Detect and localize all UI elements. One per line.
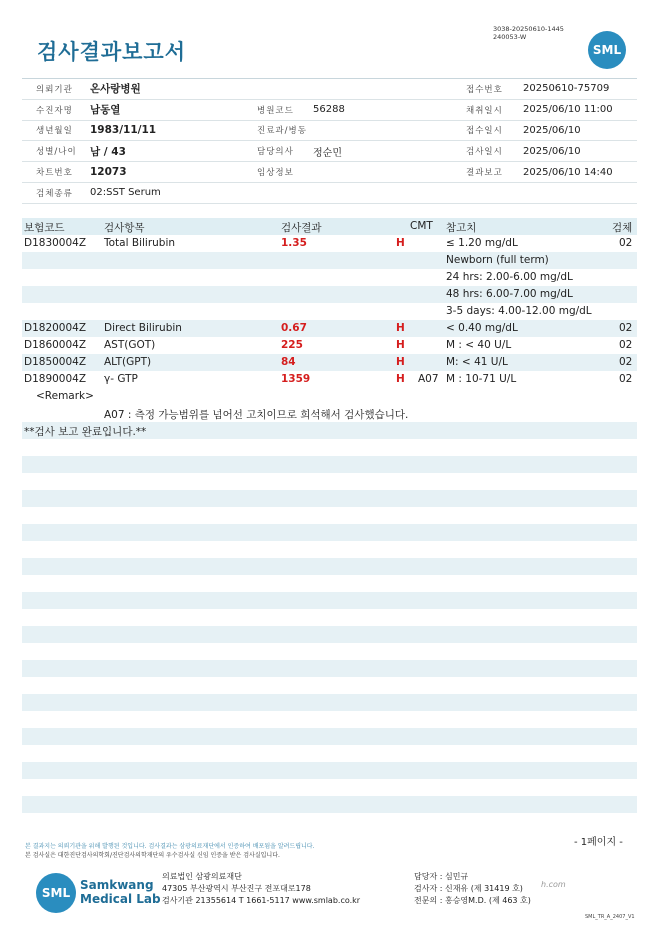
result-row	[22, 269, 637, 286]
result-ref: M : 10-71 U/L	[446, 373, 517, 385]
collect-value: 2025/06/10 11:00	[523, 104, 613, 116]
result-value: 84	[281, 356, 296, 368]
empty-row	[22, 456, 637, 473]
result-flag: H	[396, 237, 405, 249]
result-flag: H	[396, 356, 405, 368]
form-code: SML_TR_A_2407_V1	[585, 914, 635, 920]
org-line-2: 47305 부산광역시 부산진구 전포대로178	[162, 884, 311, 893]
hosp-code-label: 병원코드	[257, 105, 294, 116]
report-label: 결과보고	[466, 168, 503, 179]
info-row	[22, 79, 637, 100]
result-row	[22, 371, 637, 388]
staff-info	[414, 871, 531, 907]
empty-stripes	[22, 439, 637, 813]
brand-name	[80, 878, 161, 906]
staff-line-3: 전문의 : 홍승영M.D. (제 463 호)	[414, 896, 531, 905]
remark-text: A07 : 측정 가능범위를 넘어선 고치이므로 희석해서 검사했습니다.	[104, 409, 409, 421]
result-row	[22, 337, 637, 354]
document-id-line2: 240053-W	[493, 33, 527, 41]
result-value: 1.35	[281, 237, 307, 249]
result-code: D1890004Z	[24, 373, 87, 385]
receipt-no-value: 20250610-75709	[523, 83, 610, 95]
result-specimen: 02	[619, 339, 633, 351]
empty-row	[22, 473, 637, 490]
complete-row	[22, 422, 637, 439]
header-ref: 참고치	[446, 222, 477, 234]
result-specimen: 02	[619, 356, 633, 368]
empty-row	[22, 762, 637, 779]
org-line-3: 검사기관 21355614 T 1661-5117 www.smlab.co.kr	[162, 896, 361, 905]
result-row	[22, 303, 637, 320]
info-row	[22, 183, 637, 204]
empty-row	[22, 626, 637, 643]
patient-value: 남동열	[90, 104, 121, 117]
staff-line-1: 담당자 : 심민규	[414, 872, 469, 881]
result-ref: 3-5 days: 4.00-12.00 mg/dL	[446, 305, 592, 317]
result-item: AST(GOT)	[104, 339, 156, 351]
empty-row	[22, 507, 637, 524]
patient-label: 수진자명	[36, 105, 73, 116]
empty-row	[22, 592, 637, 609]
result-ref: M: < 41 U/L	[446, 356, 508, 368]
empty-row	[22, 575, 637, 592]
document-id-line1: 3038-20250610-1445	[493, 25, 564, 33]
clinical-label: 임상정보	[257, 168, 294, 179]
result-flag: H	[396, 322, 405, 334]
empty-row	[22, 490, 637, 507]
sex-label: 성별/나이	[36, 147, 77, 158]
sml-footer-logo-icon: SML	[36, 873, 76, 913]
brand-line-1: Samkwang	[80, 878, 154, 892]
report-value: 2025/06/10 14:40	[523, 166, 613, 178]
document-id	[493, 25, 564, 41]
chart-value: 12073	[90, 166, 127, 179]
result-row	[22, 235, 637, 252]
empty-row	[22, 643, 637, 660]
empty-row	[22, 524, 637, 541]
result-ref: 24 hrs: 2.00-6.00 mg/dL	[446, 271, 573, 283]
result-ref: ≤ 1.20 mg/dL	[446, 237, 518, 249]
specimen-label: 검체종류	[36, 188, 73, 199]
result-ref: Newborn (full term)	[446, 254, 549, 266]
sex-value: 남 / 43	[90, 145, 126, 158]
result-code: D1860004Z	[24, 339, 87, 351]
empty-row	[22, 660, 637, 677]
result-row	[22, 252, 637, 269]
patient-info-section	[22, 78, 637, 204]
result-item: Direct Bilirubin	[104, 322, 182, 334]
sml-logo-icon: SML	[588, 31, 626, 69]
brand-line-2: Medical Lab	[80, 892, 161, 906]
complete-text: **검사 보고 완료입니다.**	[24, 426, 147, 438]
receipt-no-label: 접수번호	[466, 84, 503, 95]
page-title: 검사결과보고서	[37, 40, 187, 64]
empty-row	[22, 609, 637, 626]
result-flag: H	[396, 339, 405, 351]
footer-note-2: 본 검사실은 대한진단검사의학회/진단검사의학재단의 우수검사실 신임 인증을 받은 검사실입니다.	[25, 852, 280, 859]
header-item: 검사항목	[104, 222, 145, 234]
info-row	[22, 121, 637, 142]
signature: h.com	[541, 880, 566, 889]
result-flag: H	[396, 373, 405, 385]
receipt-date-label: 접수일시	[466, 126, 503, 137]
result-item: γ- GTP	[104, 373, 138, 385]
doctor-label: 담당의사	[257, 147, 294, 158]
info-row	[22, 162, 637, 183]
result-value: 1359	[281, 373, 311, 385]
result-row	[22, 286, 637, 303]
results-header-row	[22, 218, 637, 235]
doctor-value: 정순민	[313, 147, 342, 159]
collect-label: 채취일시	[466, 105, 503, 116]
page-number: - 1페이지 -	[574, 837, 623, 848]
org-label: 의뢰기관	[36, 84, 73, 95]
result-row	[22, 320, 637, 337]
header-result: 검사결과	[281, 222, 322, 234]
result-code: D1820004Z	[24, 322, 87, 334]
result-ref: < 0.40 mg/dL	[446, 322, 518, 334]
info-row	[22, 141, 637, 162]
empty-row	[22, 677, 637, 694]
specimen-value: 02:SST Serum	[90, 187, 161, 199]
dob-label: 생년월일	[36, 126, 73, 137]
header-specimen: 검체	[612, 222, 633, 234]
header-cmt: CMT	[410, 220, 433, 232]
hosp-code-value: 56288	[313, 104, 345, 116]
result-specimen: 02	[619, 322, 633, 334]
empty-row	[22, 796, 637, 813]
empty-row	[22, 541, 637, 558]
org-line-1: 의료법인 삼광의료재단	[162, 872, 242, 881]
receipt-date-value: 2025/06/10	[523, 124, 581, 136]
result-row	[22, 354, 637, 371]
result-ref: 48 hrs: 6.00-7.00 mg/dL	[446, 288, 573, 300]
empty-row	[22, 439, 637, 456]
empty-row	[22, 728, 637, 745]
result-value: 0.67	[281, 322, 307, 334]
header-code: 보험코드	[24, 222, 65, 234]
empty-row	[22, 779, 637, 796]
test-date-label: 검사일시	[466, 147, 503, 158]
empty-row	[22, 558, 637, 575]
remark-text-row	[22, 405, 637, 422]
info-row	[22, 100, 637, 121]
results-table	[22, 218, 637, 813]
staff-line-2: 검사자 : 신재유 (제 31419 호)	[414, 884, 523, 893]
result-ref: M : < 40 U/L	[446, 339, 512, 351]
result-item: ALT(GPT)	[104, 356, 152, 368]
result-specimen: 02	[619, 237, 633, 249]
result-rows	[22, 235, 637, 388]
result-code: D1830004Z	[24, 237, 87, 249]
empty-row	[22, 711, 637, 728]
remark-label: <Remark>	[36, 390, 94, 402]
org-info	[162, 871, 360, 907]
empty-row	[22, 745, 637, 762]
org-value: 온사랑병원	[90, 83, 141, 96]
dob-value: 1983/11/11	[90, 124, 157, 137]
result-specimen: 02	[619, 373, 633, 385]
result-value: 225	[281, 339, 303, 351]
result-item: Total Bilirubin	[104, 237, 176, 249]
chart-label: 차트번호	[36, 168, 73, 179]
dept-label: 진료과/병동	[257, 126, 307, 137]
empty-row	[22, 694, 637, 711]
remark-row	[22, 388, 637, 405]
test-date-value: 2025/06/10	[523, 145, 581, 157]
result-code: D1850004Z	[24, 356, 87, 368]
footer-note-1: 본 결과지는 의뢰기관을 위해 발행된 것입니다. 검사결과는 삼광의료재단에서 인증하여 배포됨을 알려드립니다.	[25, 843, 315, 850]
result-cmt: A07	[418, 373, 439, 385]
